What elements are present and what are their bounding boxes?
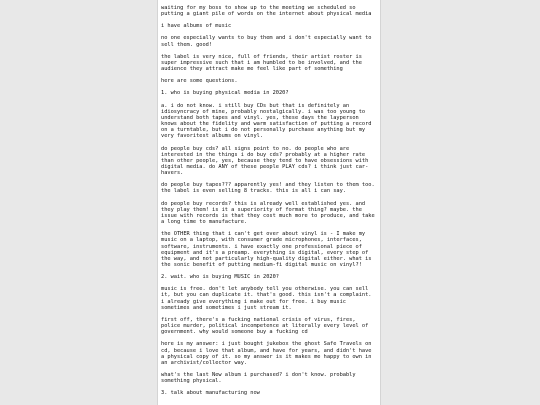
question-heading: 2. wait. who is buying MUSIC in 2020? [161,274,279,281]
paragraph: what's the last New album i purchased? i don't know. probably something physical. [161,372,356,385]
paragraph: waiting for my boss to show up to the meeting we scheduled so putting a giant pile of words on the internet about physical media [161,5,372,18]
question-heading: 1. who is buying physical media in 2020? [161,90,289,97]
question-heading: 3. talk about manufacturing now [161,390,260,397]
paragraph: do people buy tapes??? apparently yes! and they listen to them too. the label is even selling 8 tracks. this is all i can say. [161,182,375,195]
paragraph: here are some questions. [161,78,238,85]
document-page [157,0,381,405]
paragraph: the label is very nice, full of friends, their artist roster is super impressive such that i am humbled to be involved, and the audience they attract make me feel like part of something [161,53,362,73]
paragraph: the OTHER thing that i can't get over about vinyl is - I make my music on a laptop, with consumer grade microphones, interfaces, software, instruments. i have exactly one professional piece of equipment and it's a preamp. everything is digital, every step of the way, and not particularly high-quality digital either. what is the sonic benefit of putting medium-fi digital music on vinyl?! [161,231,372,268]
paragraph: first off, there's a fucking national crisis of virus, fires, police murder, political incompetence at literally every level of government. why would someone buy a fucking cd [161,316,369,336]
paragraph: no one especially wants to buy them and i don't especially want to sell them. good! [161,35,372,48]
paragraph: music is free. don't let anybody tell you otherwise. you can sell it, but you can duplicate it. that's good. this isn't a complaint. i already give everything i make out for free. i buy music sometimes and sometimes i just stream it. [161,286,372,311]
paragraph: i have albums of music [161,23,232,30]
paragraph: do people buy records? this is already well established yes. and they play them! is it a superiority of format thing? maybe. the issue with records is that they cost much more to produce, and take a long time to manufacture. [161,200,375,226]
paragraph: a. i do not know. i still buy CDs but that is definitely an idiosyncracy of mine, probably nostalgically. i was too young to understand both tapes and vinyl. yes, these days the layperson knows about the fidelity and warm satisfaction of putting a record on a turntable, but i do not personally purchase anything but my very favoritest albums on vinyl. [161,102,372,140]
paragraph: here is my answer: i just bought jukebox the ghost Safe Travels on cd, because i love that album, and have for years, and didn't have a physical copy of it. so my answer is it makes me happy to own in an archivist/collector way. [161,341,372,366]
paragraph: do people buy cds? all signs point to no. do people who are interested in the things i do buy cds? probably at a higher rate than other people, yes, because they tend to have obsessions with digital media. do ANY of these people PLAY cds? i think just car-havers. [161,145,369,177]
